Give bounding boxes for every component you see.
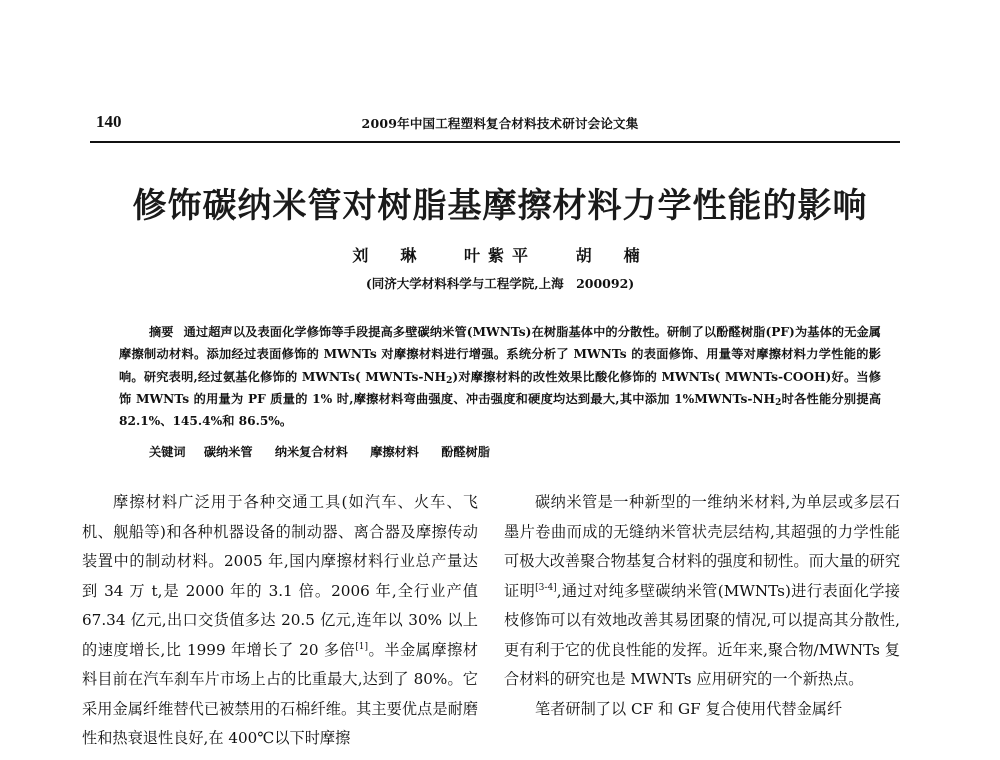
keyword: 酚醛树脂 (441, 445, 490, 459)
keywords-label: 关键词 (149, 445, 186, 459)
keywords (149, 443, 508, 460)
subscript: 2 (446, 375, 453, 386)
abstract-text: 时各性能分别提高 82.1%、145.4%和 86.5%。 (119, 391, 882, 429)
paragraph-text: 摩擦材料广泛用于各种交通工具(如汽车、火车、飞机、舰船等)和各种机器设备的制动器、离合器及摩擦传动装置中的制动材料。2005 年,国内摩擦材料行业总产量达到 34 万 t,是 2000 年的 3.1 倍。2006 年,全行业产值 67.34 亿元,出口交货值多达 20.5 亿元,连年以 30% 以上的速度增长,比 1999 年增长了 20 多倍 (82, 493, 478, 659)
author: 刘 琳 (352, 246, 425, 265)
keyword: 纳米复合材料 (274, 445, 348, 459)
affiliation: (同济大学材料科学与工程学院,上海 200092) (365, 276, 635, 291)
header-rule (90, 141, 900, 143)
paragraph (504, 488, 900, 695)
paragraph-text: 。半金属摩擦材料目前在汽车刹车片市场上占的比重最大,达到了 80%。它采用金属纤维替代已被禁用的石棉纤维。其主要优点是耐磨性和热衰退性良好,在 400℃以下时摩擦 (82, 640, 478, 747)
author: 胡 楠 (575, 246, 648, 265)
paragraph (82, 488, 478, 754)
subscript: 2 (775, 397, 782, 408)
keyword: 碳纳米管 (203, 445, 253, 459)
body-right-column (504, 488, 900, 724)
abstract (119, 321, 881, 432)
paragraph: 笔者研制了以 CF 和 GF 复合使用代替金属纤 (535, 699, 843, 718)
running-head: 2009年中国工程塑料复合材料技术研讨会论文集 (361, 116, 639, 131)
body-left-column (82, 488, 478, 754)
paragraph-text: ,通过对纯多壁碳纳米管(MWNTs)进行表面化学接枝修饰可以有效地改善其易团聚的情况,可以提高其分散性,更有利于它的优良性能的发挥。近年来,聚合物/MWNTs 复合材料的研究也是 MWNTs 应用研究的一个新热点。 (504, 581, 900, 688)
author: 叶紫平 (463, 246, 536, 265)
abstract-label: 摘要 (149, 325, 174, 339)
abstract-text: )对摩擦材料的改性效果比酸化修饰的 MWNTs( MWNTs-COOH)好。当修饰 MWNTs 的用量为 PF 质量的 1% 时,摩擦材料弯曲强度、冲击强度和硬度均达到最大,其中添加 1%MWNTs-NH (119, 369, 881, 406)
citation: [3-4] (535, 582, 557, 593)
paper-title: 修饰碳纳米管对树脂基摩擦材料力学性能的影响 (132, 186, 868, 226)
authors (0, 243, 1000, 266)
paragraph-text: 碳纳米管是一种新型的一维纳米材料,为单层或多层石墨片卷曲而成的无缝纳米管状壳层结构,其超强的力学性能可极大改善聚合物基复合材料的强度和韧性。而大量的研究证明 (504, 493, 900, 600)
keyword: 摩擦材料 (370, 445, 419, 459)
citation: [1] (355, 641, 369, 652)
abstract-text: 通过超声以及表面化学修饰等手段提高多壁碳纳米管(MWNTs)在树脂基体中的分散性。研制了以酚醛树脂(PF)为基体的无金属摩擦制动材料。添加经过表面修饰的 MWNTs 对摩擦材料进行增强。系统分析了 MWNTs 的表面修饰、用量等对摩擦材料力学性能的影响。研究表明,经过氨基化修饰的 MWNTs( MWNTs-NH (119, 325, 881, 384)
page-number: 140 (96, 112, 122, 131)
